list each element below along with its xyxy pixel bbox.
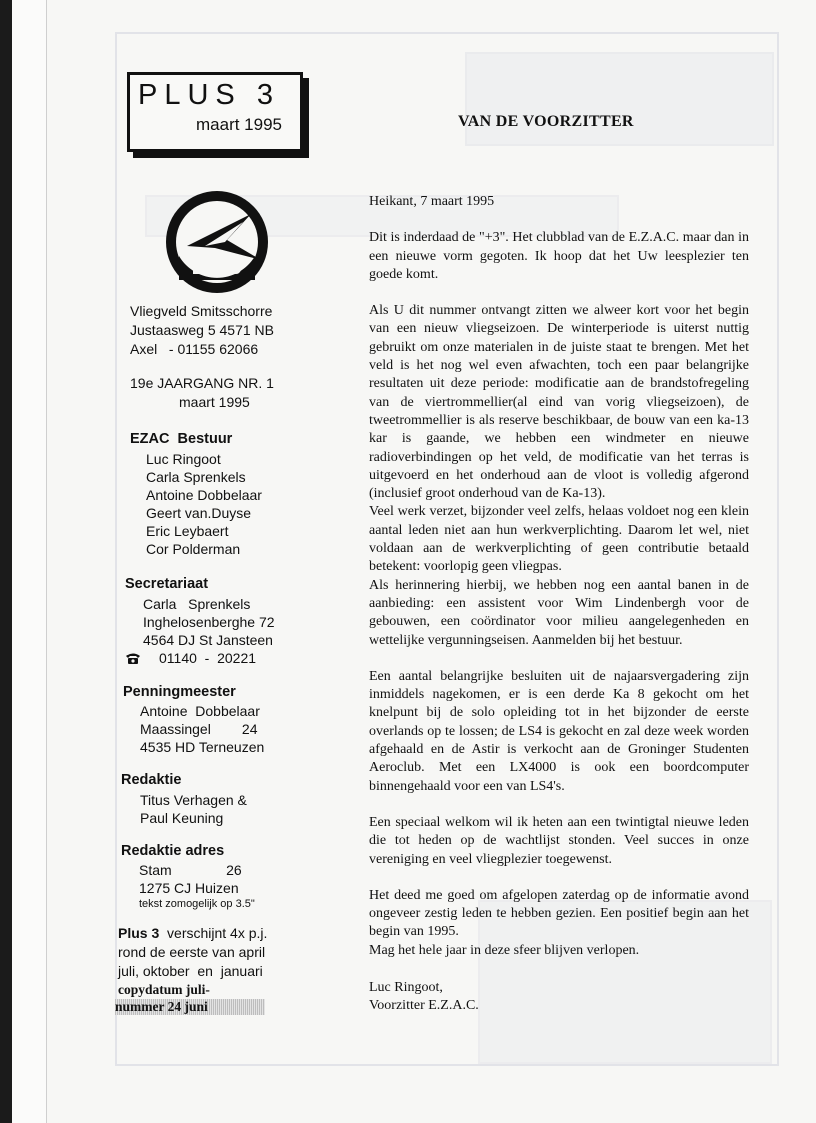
secretary-phone: 01140 - 20221 [159,650,257,666]
article-dateline: Heikant, 7 maart 1995 [369,194,495,209]
schedule-lead: Plus 3 [118,925,160,941]
telephone-icon [125,652,141,665]
board-member: Luc Ringoot [146,451,221,467]
article-body [369,193,749,1016]
editorial-address-line: 1275 CJ Huizen [139,880,239,896]
article-paragraph: Een aantal belangrijke besluiten uit de najaarsvergadering zijn inmiddels nagekomen, er is een derde Ka 8 gekocht om het knelpunt bij de solo opleiding tot in het bijzonder de eerste overlands op te lossen; de LS4 is gekocht en zal deze week worden afgehaald en de Astir is verkocht aan de Groninger Studenten Aeroclub. Met een LX4000 is ook een boordcomputer binnengehaald voor een van LS4's. [369,668,749,794]
schedule-line-rest: verschijnt 4x p.j. [159,925,268,941]
article-paragraph: Dit is inderdaad de "+3". Het clubblad van de E.Z.A.C. maar dan in een nieuwe vorm gegoten. Ik hoop dat het Uw leesplezier ten goede komt. [369,230,749,282]
copy-date-label: copydatum juli- [118,982,210,997]
masthead-title: PLUS 3 [138,79,280,111]
ezac-logo [165,190,269,294]
signature-name: Luc Ringoot, [369,979,443,995]
editors-heading: Redaktie [121,772,182,788]
editorial-address-line: Stam 26 [139,862,242,878]
secretary-line: 4564 DJ St Jansteen [143,632,273,648]
binding-strip [0,0,12,1123]
masthead-date: maart 1995 [196,115,282,134]
board-member: Antoine Dobbelaar [146,487,262,503]
secretary-line: Carla Sprenkels [143,596,251,612]
editor-line: Paul Keuning [140,810,224,826]
volume-date: maart 1995 [179,394,250,410]
address-line: Axel - 01155 62066 [130,341,259,357]
article-paragraph: Als U dit nummer ontvangt zitten we alweer kort voor het begin van een nieuw vliegseizoen. De winterperiode is uiterst nuttig gebruikt om onze materialen in de juiste staat te brengen. Met het veld is het nog wel even afwachten, toch een paar belangrijke resultaten uit deze periode: modificatie aan de brandstofregeling van de viertrommellier(al eind van vorig vliegseizoen), de tweetrommellier is als reserve beschikbaar, de bouw van een ka-13 kar is gaande, we hebben een windmeter en nieuwe radioverbindingen op het veld, de modificatie van het terras is uitgevoerd en het onderhoud aan de vloot is volledig afgerond (inclusief groot onderhoud van de Ka-13). [369,303,749,502]
article-paragraph: Als herinnering hierbij, we hebben nog een aantal banen in de aanbieding: een assistent voor Wim Lindenbergh voor de gebouwen, een coördinator voor milieu aangelegenheden en wettelijke vergunningseisen. Aanmelden bij het bestuur. [369,577,749,648]
article-paragraph: Veel werk verzet, bijzonder veel zelfs, helaas voldoet nog een klein aantal leden niet aan hun werkverplichting. Daarom let wel, niet voldaan aan de werkverplichting of geen contributie betaald betekent: voorlopig geen vliegpas. [369,504,749,575]
treasurer-line: Antoine Dobbelaar [140,703,260,719]
article-paragraph: Mag het hele jaar in deze sfeer blijven verlopen. [369,942,640,958]
board-heading: EZAC Bestuur [130,431,233,447]
board-member: Eric Leybaert [146,523,229,539]
address-line: Vliegveld Smitsschorre [130,303,273,319]
board-member: Carla Sprenkels [146,469,246,485]
schedule-line [118,925,267,941]
editor-line: Titus Verhagen & [140,792,247,808]
board-member: Cor Polderman [146,541,241,557]
copy-date: nummer 24 juni [115,999,265,1015]
editorial-address-heading: Redaktie adres [121,843,225,859]
logo-text: EZAC [191,259,243,278]
masthead-box [127,72,303,152]
schedule-line: juli, oktober en januari [118,963,263,979]
editorial-note: tekst zomogelijk op 3.5" [139,898,255,910]
treasurer-heading: Penningmeester [123,684,236,700]
secretary-heading: Secretariaat [125,576,209,592]
schedule-line: rond de eerste van april [118,944,266,960]
article-paragraph: Het deed me goed om afgelopen zaterdag op de informatie avond ongeveer zestig leden te hebben gezien. Een positief begin aan het begin van 1995. [369,887,749,940]
signature-title: Voorzitter E.Z.A.C. [369,998,479,1014]
volume-line: 19e JAARGANG NR. 1 [130,375,274,391]
page-edge [12,0,47,1123]
treasurer-line: 4535 HD Terneuzen [140,739,265,755]
address-line: Justaasweg 5 4571 NB [130,322,274,338]
secretary-line: Inghelosenberghe 72 [143,614,275,630]
article-heading: VAN DE VOORZITTER [458,113,634,130]
bleed-through-banner [465,52,774,146]
treasurer-line: Maassingel 24 [140,721,258,737]
article-paragraph: Een speciaal welkom wil ik heten aan een twintigtal nieuwe leden die tot heden op de wachtlijst stonden. Veel succes in onze vereniging en veel vliegplezier toegewenst. [369,814,749,867]
board-member: Geert van.Duyse [146,505,252,521]
